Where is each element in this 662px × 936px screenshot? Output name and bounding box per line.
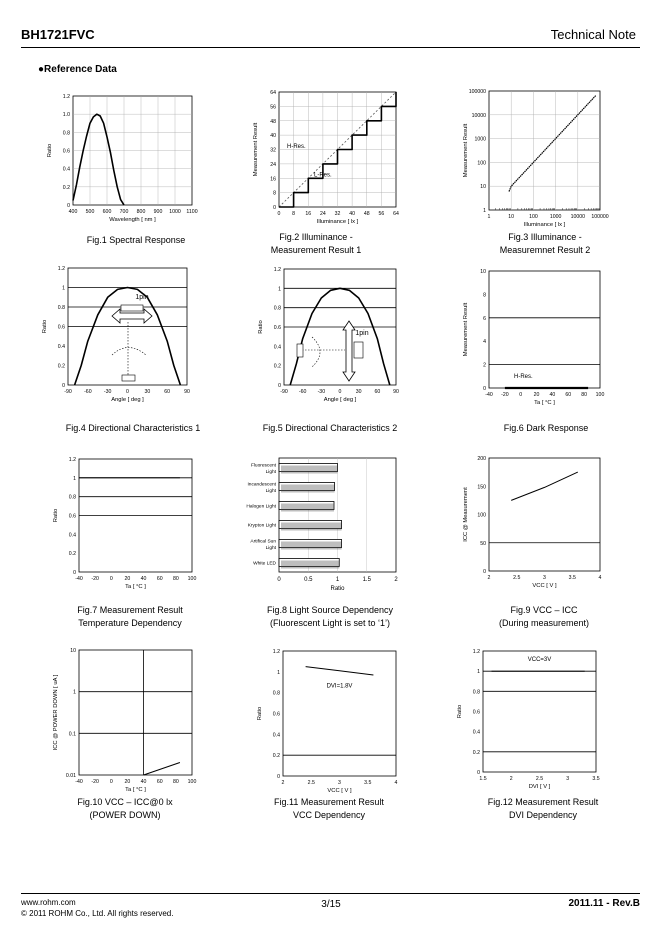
fig3-x-tick-label: 10000: [570, 214, 586, 220]
fig6-plot-frame: [489, 271, 600, 388]
fig5-y-tick-label: 0: [278, 383, 281, 389]
fig12-x-tick-label: 3: [566, 776, 570, 782]
fig10-y-tick-label: 0.1: [68, 731, 76, 738]
fig2-annotation: H-Res.: [287, 143, 306, 150]
fig2-y-tick-label: 0: [273, 205, 276, 211]
fig9-x-axis-label: VCC [ V ]: [532, 583, 557, 589]
figure-caption-line: Fig.11 Measurement Result: [274, 797, 384, 807]
fig5-double-arrow: [343, 321, 355, 381]
fig2-y-tick-label: 64: [270, 90, 276, 96]
fig5-rotation-arc: [312, 337, 320, 367]
fig10-x-tick-label: -40: [75, 779, 83, 785]
fig6-y-tick-label: 8: [483, 292, 486, 299]
fig6-x-axis-label: Ta [ °C ]: [534, 400, 555, 406]
figure-caption-line: Fig.2 Illuminance -: [279, 232, 353, 242]
fig8-bar-shadow: [281, 485, 335, 493]
fig5-y-tick-label: 0.6: [273, 325, 281, 331]
figure-caption: [33, 422, 233, 435]
fig11-y-tick-label: 0.6: [272, 711, 280, 718]
fig10-x-tick-label: 40: [140, 779, 147, 785]
fig11-x-tick-label: 3.5: [364, 780, 372, 786]
fig4-y-axis-label: Ratio: [42, 319, 48, 334]
fig2-x-tick-label: 48: [363, 211, 370, 217]
fig2-x-tick-label: 32: [334, 211, 341, 217]
fig11-x-tick-label: 2.5: [307, 780, 315, 786]
fig3-y-tick-label: 10000: [471, 112, 486, 119]
fig8-x-axis-label: Ratio: [330, 586, 345, 592]
fig7-y-axis-label: Ratio: [53, 508, 59, 523]
fig1-y-axis-label: Ratio: [47, 143, 53, 158]
figure-caption-line: Fig.1 Spectral Response: [86, 235, 186, 245]
fig12-y-tick-label: 1.2: [472, 649, 480, 655]
fig2-x-tick-label: 8: [292, 211, 296, 217]
fig11-y-tick-label: 0.8: [272, 690, 280, 697]
fig8-x-tick-label: 2: [394, 577, 398, 583]
fig8-x-tick-label: 0: [277, 577, 281, 583]
fig8-bar-shadow: [281, 542, 342, 550]
fig2-x-tick-label: 16: [305, 211, 312, 217]
fig1-x-tick-label: 1100: [186, 209, 198, 215]
fig4-x-tick-label: -30: [103, 389, 112, 395]
figure-caption: [229, 796, 429, 822]
fig1-y-tick-label: 0.2: [62, 184, 70, 191]
fig12-y-tick-label: 0.4: [472, 729, 480, 736]
fig8-x-tick-label: 0.5: [304, 577, 313, 583]
figure-caption-line: Fig.4 Directional Characteristics 1: [65, 423, 201, 433]
fig6-x-tick-label: 40: [549, 392, 556, 398]
section-title-text: Reference Data: [44, 64, 117, 75]
fig8-category-label: Artifical Sun: [250, 539, 276, 545]
fig6-y-axis-label: Measurement Result: [463, 302, 469, 357]
figure-caption-line: Fig.12 Measurement Result: [487, 797, 599, 807]
fig10-plot-frame: [79, 650, 192, 775]
fig2-x-tick-label: 24: [319, 211, 326, 217]
fig2-x-tick-label: 40: [349, 211, 356, 217]
fig5-y-axis-label: Ratio: [258, 320, 264, 334]
doc-type: Technical Note: [550, 27, 636, 42]
fig6-x-tick-label: 20: [533, 392, 540, 398]
fig5-light-icon: [297, 344, 303, 357]
fig5-x-tick-label: 60: [374, 389, 381, 395]
figure-caption: [446, 422, 646, 435]
fig11-y-tick-label: 1.2: [272, 649, 280, 655]
figure-caption: [230, 422, 430, 435]
fig5-x-tick-label: 0: [338, 389, 342, 395]
figure-caption-line: Temperature Dependency: [78, 618, 182, 628]
fig4-y-tick-label: 0.6: [57, 324, 65, 331]
fig3-x-tick-label: 1: [487, 214, 491, 220]
fig10-x-tick-label: 20: [124, 779, 131, 785]
fig5-y-tick-label: 1: [278, 286, 281, 293]
fig7-x-tick-label: -20: [91, 576, 99, 582]
fig1-x-tick-label: 1000: [169, 209, 181, 215]
fig9-y-tick-label: 150: [477, 484, 486, 491]
fig1-y-tick-label: 0.4: [62, 166, 70, 173]
fig4-rotation-arc: [112, 348, 146, 356]
figure-caption-line: Fig.8 Light Source Dependency: [266, 605, 394, 615]
fig7-x-tick-label: 80: [172, 576, 179, 582]
fig10-y-tick-label: 1: [73, 689, 76, 696]
fig11-x-tick-label: 3: [338, 780, 341, 786]
fig9-x-tick-label: 3.5: [568, 575, 576, 581]
fig1-x-tick-label: 900: [153, 209, 163, 215]
fig7-y-tick-label: 1.2: [68, 457, 76, 463]
fig1-x-axis-label: Wavelength [ nm ]: [109, 217, 156, 223]
fig8-category-label: White LED: [253, 561, 276, 567]
fig2-y-tick-label: 24: [270, 161, 276, 168]
fig8-bar-shadow: [281, 504, 334, 512]
fig8-category-label: Krypton Light: [247, 523, 276, 529]
fig11-y-tick-label: 0: [277, 774, 280, 780]
fig12-y-tick-label: 0.2: [472, 749, 480, 756]
fig3-x-tick-label: 10: [508, 214, 515, 220]
revision: 2011.11 - Rev.B: [568, 898, 640, 909]
fig9-plot-frame: [489, 458, 600, 571]
fig3-x-tick-label: 100000: [591, 214, 609, 220]
fig3-y-tick-label: 1: [483, 208, 486, 214]
fig9-x-tick-label: 2.5: [513, 575, 521, 581]
fig6-x-tick-label: 0: [519, 392, 523, 398]
footer-url[interactable]: www.rohm.com: [21, 898, 76, 907]
fig4-series-line: [75, 288, 181, 386]
fig12-y-axis-label: Ratio: [457, 704, 463, 719]
doc-part-number: BH1721FVC: [21, 27, 95, 42]
fig5-series-line: [290, 288, 390, 385]
fig8-category-label: Light: [265, 545, 276, 551]
fig11-x-tick-label: 2: [281, 780, 285, 786]
fig9-y-tick-label: 200: [477, 456, 486, 462]
fig2-y-tick-label: 48: [270, 118, 276, 125]
fig9-y-tick-label: 50: [480, 540, 486, 547]
fig2-y-tick-label: 56: [270, 104, 276, 111]
fig9-series-line: [511, 472, 578, 500]
fig9-x-tick-label: 4: [598, 575, 602, 581]
fig5-y-tick-label: 0.4: [273, 344, 281, 351]
fig10-y-tick-label: 0.01: [65, 773, 76, 779]
bullet-icon: ●: [38, 64, 45, 75]
fig12-plot-frame: [483, 651, 596, 772]
page-number: 3/15: [321, 899, 341, 910]
fig8-bar-shadow: [281, 561, 339, 569]
fig2-y-tick-label: 8: [273, 190, 276, 197]
fig8-x-tick-label: 1.5: [362, 577, 371, 583]
fig1-series-line: [73, 114, 124, 205]
figure-caption: [445, 231, 645, 257]
fig10-y-axis-label: ICC @ POWER DOWN [ uA ]: [53, 674, 59, 751]
fig4-y-tick-label: 0.2: [57, 363, 65, 370]
fig12-y-tick-label: 0.8: [472, 689, 480, 696]
fig4-sensor-icon: [121, 305, 143, 311]
fig7-x-tick-label: 40: [140, 576, 147, 582]
figure-caption-line: DVI Dependency: [508, 810, 578, 820]
fig1-y-tick-label: 0.6: [62, 148, 70, 155]
figure-caption-line: Fig.9 VCC – ICC: [510, 605, 578, 615]
fig5-y-tick-label: 1.2: [273, 267, 281, 273]
fig11-plot-frame: [283, 651, 396, 776]
fig8-category-label: Incandescent: [247, 482, 276, 488]
footer-copyright: © 2011 ROHM Co., Ltd. All rights reserved.: [21, 909, 174, 918]
fig5-x-tick-label: -30: [317, 389, 326, 395]
fig4-x-tick-label: -90: [64, 389, 72, 395]
fig4-y-tick-label: 1.2: [57, 266, 65, 272]
fig10-series-line: [144, 763, 180, 776]
figure-caption-line: Measuremnet Result 2: [499, 245, 591, 255]
fig8-bar-shadow: [281, 523, 342, 531]
fig10-y-tick-label: 10: [70, 648, 76, 654]
fig4-x-tick-label: 0: [126, 389, 129, 395]
fig11-y-tick-label: 0.2: [272, 753, 280, 760]
fig3-x-axis-label: Illuminance [ lx ]: [523, 222, 566, 228]
fig2-x-axis-label: Illuminance [ lx ]: [316, 219, 359, 225]
fig4-x-tick-label: 60: [164, 389, 171, 395]
figure-caption-line: (During measurement): [498, 618, 590, 628]
figure-caption-line: Fig.6 Dark Response: [503, 423, 589, 433]
fig8-x-tick-label: 1: [335, 577, 340, 583]
fig12-x-tick-label: 1.5: [479, 776, 487, 782]
fig8-category-label: Halogen Light: [246, 504, 276, 510]
fig7-x-tick-label: 60: [156, 576, 163, 582]
fig4-x-tick-label: -60: [84, 389, 92, 395]
fig1-x-tick-label: 800: [136, 209, 146, 215]
fig1-y-tick-label: 1.0: [62, 112, 70, 119]
fig6-y-tick-label: 0: [483, 386, 486, 392]
fig4-x-tick-label: 90: [184, 389, 190, 395]
fig4-x-axis-label: Angle [ deg ]: [111, 397, 144, 403]
fig4-y-tick-label: 0.4: [57, 344, 65, 350]
figure-caption-line: Fig.5 Directional Characteristics 2: [262, 423, 398, 433]
fig9-y-axis-label: ICC @ Measurement: [463, 487, 469, 542]
figure-caption: [444, 604, 644, 630]
fig11-y-axis-label: Ratio: [257, 706, 263, 721]
fig5-annotation: 1pin: [355, 330, 369, 337]
fig3-series-line: [509, 95, 596, 191]
fig10-x-tick-label: -20: [91, 779, 99, 785]
figure-caption: [30, 604, 230, 630]
fig7-x-tick-label: -40: [75, 576, 83, 582]
fig2-y-tick-label: 16: [270, 176, 276, 183]
figure-caption: [36, 234, 236, 247]
fig12-x-tick-label: 3.5: [592, 776, 600, 782]
fig1-y-tick-label: 1.2: [62, 94, 70, 100]
fig4-x-tick-label: 30: [144, 389, 151, 395]
fig2-y-axis-label: Measurement Result: [253, 122, 259, 177]
fig8-category-label: Light: [265, 469, 276, 475]
fig11-series-line: [306, 667, 374, 675]
figure-caption: [230, 604, 430, 630]
fig9-y-tick-label: 0: [483, 569, 486, 575]
fig1-x-tick-label: 400: [68, 209, 78, 215]
fig10-x-axis-label: Ta [ °C ]: [125, 787, 146, 793]
fig6-x-tick-label: -20: [501, 392, 509, 398]
fig2-y-tick-label: 40: [270, 133, 276, 140]
fig11-annotation: DVI=1.8V: [326, 683, 353, 690]
fig6-y-tick-label: 2: [483, 362, 486, 369]
fig1-x-tick-label: 500: [85, 209, 95, 215]
fig7-x-tick-label: 0: [109, 576, 113, 582]
fig7-y-tick-label: 0.4: [68, 532, 76, 539]
footer-rule: [21, 893, 640, 894]
fig11-y-tick-label: 0.4: [272, 732, 280, 739]
fig12-x-tick-label: 2.5: [535, 776, 544, 782]
fig2-x-tick-label: 64: [393, 211, 399, 217]
fig6-x-tick-label: -40: [485, 392, 493, 398]
fig7-x-tick-label: 100: [187, 576, 197, 582]
fig9-y-tick-label: 100: [477, 512, 486, 519]
fig7-x-tick-label: 20: [124, 576, 131, 582]
fig12-annotation: VCC=3V: [527, 657, 552, 664]
fig4-y-tick-label: 1: [62, 285, 65, 292]
fig5-x-tick-label: -90: [280, 389, 288, 395]
figure-caption-line: Fig.10 VCC – ICC@0 lx: [77, 797, 173, 807]
fig2-annotation: L-Res.: [314, 172, 332, 179]
fig7-y-tick-label: 0.8: [68, 494, 76, 501]
fig10-x-tick-label: 0: [109, 779, 113, 785]
fig12-y-tick-label: 0: [477, 770, 480, 776]
fig3-y-tick-label: 1000: [474, 136, 486, 143]
fig6-x-tick-label: 80: [581, 392, 588, 398]
fig2-x-tick-label: 0: [277, 211, 281, 217]
fig12-y-tick-label: 0.6: [472, 709, 480, 716]
fig11-y-tick-label: 1: [277, 669, 280, 676]
fig2-x-tick-label: 56: [378, 211, 385, 217]
fig5-x-tick-label: 90: [393, 389, 399, 395]
fig1-x-tick-label: 600: [102, 209, 112, 215]
fig10-x-tick-label: 80: [172, 779, 179, 785]
figure-caption-line: Fig.7 Measurement Result: [77, 605, 183, 615]
fig6-annotation: H-Res.: [514, 374, 533, 380]
fig3-y-tick-label: 100000: [468, 89, 486, 95]
figure-caption-line: (Fluorescent Light is set to ‘1’): [269, 618, 391, 628]
fig11-x-axis-label: VCC [ V ]: [327, 788, 352, 794]
figure-caption-line: (POWER DOWN): [89, 810, 161, 820]
figure-caption: [443, 796, 643, 822]
fig8-category-label: Fluorescent: [250, 463, 276, 469]
fig7-y-tick-label: 0: [73, 570, 76, 576]
fig9-x-tick-label: 2: [487, 575, 491, 581]
fig4-light-icon: [122, 375, 135, 381]
fig6-y-tick-label: 10: [480, 269, 486, 275]
fig2-y-tick-label: 32: [270, 147, 276, 154]
fig6-y-tick-label: 4: [483, 339, 486, 346]
fig3-x-tick-label: 1000: [549, 214, 562, 220]
fig5-x-axis-label: Angle [ deg ]: [323, 397, 357, 403]
fig4-y-tick-label: 0: [62, 383, 65, 389]
fig6-x-tick-label: 100: [595, 392, 605, 398]
fig1-y-tick-label: 0.8: [62, 130, 70, 137]
fig7-y-tick-label: 0.6: [68, 513, 76, 520]
fig5-x-tick-label: 30: [355, 389, 362, 395]
fig1-y-tick-label: 0: [67, 203, 70, 209]
fig9-x-tick-label: 3: [543, 575, 546, 581]
fig8-category-label: Light: [265, 488, 276, 494]
fig7-y-tick-label: 0.2: [68, 551, 76, 558]
fig6-y-tick-label: 6: [483, 315, 486, 322]
fig6-x-tick-label: 60: [565, 392, 572, 398]
figure-caption-line: VCC Dependency: [292, 810, 366, 820]
fig10-x-tick-label: 60: [156, 779, 163, 785]
figure-caption: [216, 231, 416, 257]
fig10-x-tick-label: 100: [187, 779, 197, 785]
fig1-x-tick-label: 700: [119, 209, 129, 215]
fig8-bar-shadow: [281, 466, 338, 474]
fig3-x-tick-label: 100: [529, 214, 538, 220]
fig12-x-axis-label: DVI [ V ]: [528, 784, 551, 790]
figure-caption: [25, 796, 225, 822]
fig4-annotation: 1pin: [135, 294, 149, 301]
fig4-y-tick-label: 0.8: [57, 305, 65, 311]
fig7-x-axis-label: Ta [ °C ]: [125, 584, 146, 590]
fig5-sensor-icon: [354, 342, 363, 358]
figure-caption-line: Fig.3 Illuminance -: [508, 232, 582, 242]
fig12-y-tick-label: 1: [477, 669, 480, 676]
fig3-y-tick-label: 10: [480, 184, 486, 191]
figure-caption-line: Measurement Result 1: [270, 245, 362, 255]
fig3-y-tick-label: 100: [477, 160, 486, 167]
fig5-y-tick-label: 0.2: [273, 363, 281, 370]
fig7-y-tick-label: 1: [73, 475, 76, 482]
fig3-y-axis-label: Measurement Result: [463, 123, 469, 178]
fig5-y-tick-label: 0.8: [273, 305, 281, 312]
fig11-x-tick-label: 4: [394, 780, 398, 786]
fig5-x-tick-label: -60: [298, 389, 307, 395]
fig12-x-tick-label: 2: [509, 776, 513, 782]
